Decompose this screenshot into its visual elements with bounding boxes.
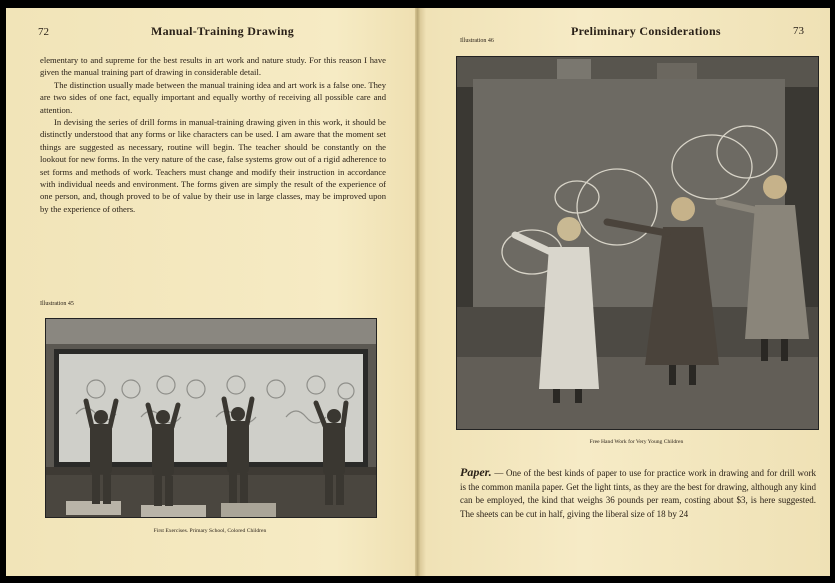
left-running-head: Manual-Training Drawing [151, 24, 295, 38]
right-running-head: Preliminary Considerations [571, 24, 721, 38]
left-page [6, 8, 417, 576]
illustration-caption: Free Hand Work for Very Young Children [589, 439, 684, 445]
paper-paragraph [460, 466, 816, 521]
book-spread [6, 8, 830, 576]
left-body-text [40, 54, 386, 215]
paragraph-run-in-heading: Paper. [460, 465, 492, 479]
paragraph-text: — One of the best kinds of paper to use for practice work in drawing and for drill work is the common manila paper. Get the light tints, as they are the best for drawing, although any kind can be employed, the kind that weighs 36 pounds per ream, costing about $3, is here suggested. The sheets can be cut in half, giving the liberal size of 18 by 24 [460, 468, 816, 519]
illustration-label: Illustration 46 [460, 38, 494, 44]
photo-illustration-45 [46, 319, 376, 517]
photo-blackboard-class [45, 318, 377, 518]
photo-children-drawing [456, 56, 819, 430]
paragraph: The distinction usually made between the manual training idea and art work is a false one. They are two sides of one fact, equally important and equally worthy of receiving all possible care and attention. [40, 79, 386, 115]
left-page-number: 72 [38, 26, 49, 38]
right-page-number: 73 [793, 25, 804, 37]
illustration-label: Illustration 45 [40, 301, 74, 307]
right-page [419, 8, 830, 576]
illustration-caption: First Exercises. Primary School, Colored Children [153, 528, 267, 534]
paragraph: elementary to and supreme for the best results in art work and nature study. For this reason I have given the manual training part of drawing in considerable detail. [40, 55, 386, 78]
photo-illustration-46 [457, 57, 818, 429]
paragraph: In devising the series of drill forms in manual-training drawing given in this work, it should be distinctly understood that any forms or like characters can be used. I am aware that the moment set things are suggested as necessary, routine will begin. The teacher should be constantly on the lookout for new forms. In the very nature of the case, false systems grow out of a rigid adherence to set forms and methods of work. Teachers must change and modify their instruction in accordance with individual needs and environment. The forms given are simply the result of the experience of one person, and, though proved to be of value by their use in large classes, may be improved upon by the experience of others. [40, 117, 386, 214]
